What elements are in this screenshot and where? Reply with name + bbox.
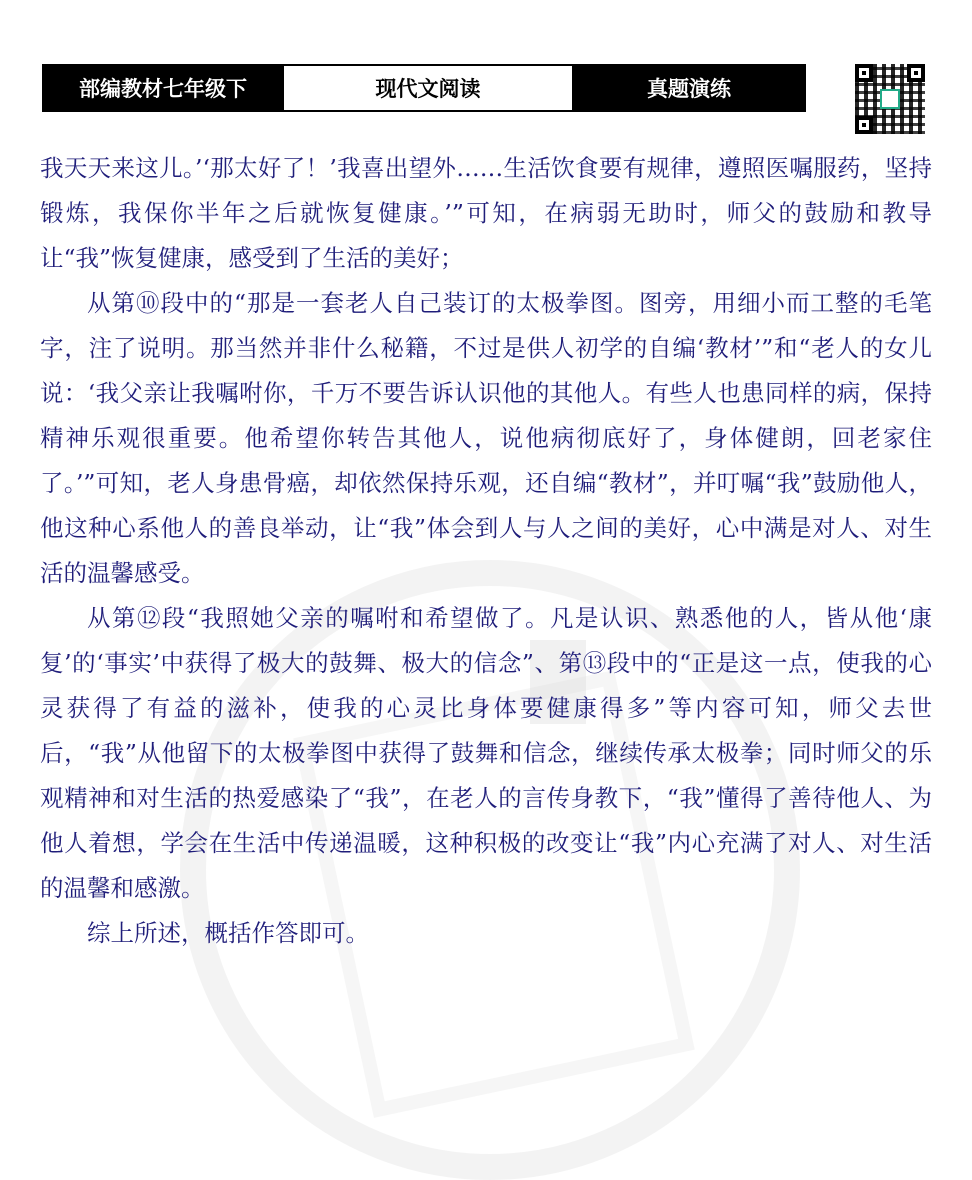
header-banner (42, 64, 806, 112)
qr-finder-mark (855, 64, 873, 82)
qr-finder-mark (907, 64, 925, 82)
exercise-label: 真题演练 (574, 66, 804, 110)
answer-paragraph: 我天天来这儿。’‘那太好了！’我喜出望外……生活饮食要有规律，遵照医嘱服药，坚持锻炼，我保你半年之后就恢复健康。’”可知，在病弱无助时，师父的鼓励和教导让“我”恢复健康，感受到了生活的美好； (40, 154, 932, 272)
answer-paragraph: 从第⑩段中的“那是一套老人自己装订的太极拳图。图旁，用细小而工整的毛笔字，注了说明。那当然并非什么秘籍，不过是供人初学的自编‘教材’”和“老人的女儿说：‘我父亲让我嘱咐你，千万不要告诉认识他的其他人。有些人也患同样的病，保持精神乐观很重要。他希望你转告其他人，说他病彻底好了，身体健朗，回老家住了。’”可知，老人身患骨癌，却依然保持乐观，还自编“教材”，并叮嘱“我”鼓励他人，他这种心系他人的善良举动，让“我”体会到人与人之间的美好，心中满是对人、对生活的温馨感受。 (40, 289, 932, 587)
qr-center-logo (880, 89, 900, 109)
qr-code-icon (855, 64, 925, 134)
answer-text-body (40, 146, 932, 956)
section-label: 现代文阅读 (282, 66, 574, 110)
textbook-label: 部编教材七年级下 (44, 66, 282, 110)
answer-paragraph: 从第⑫段“我照她父亲的嘱咐和希望做了。凡是认识、熟悉他的人，皆从他‘康复’的‘事实’中获得了极大的鼓舞、极大的信念”、第⑬段中的“正是这一点，使我的心灵获得了有益的滋补，使我的心灵比身体要健康得多”等内容可知，师父去世后，“我”从他留下的太极拳图中获得了鼓舞和信念，继续传承太极拳；同时师父的乐观精神和对生活的热爱感染了“我”，在老人的言传身教下，“我”懂得了善待他人、为他人着想，学会在生活中传递温暖，这种积极的改变让“我”内心充满了对人、对生活的温馨和感激。 (40, 604, 932, 902)
answer-summary: 综上所述，概括作答即可。 (87, 919, 369, 947)
qr-finder-mark (855, 116, 873, 134)
